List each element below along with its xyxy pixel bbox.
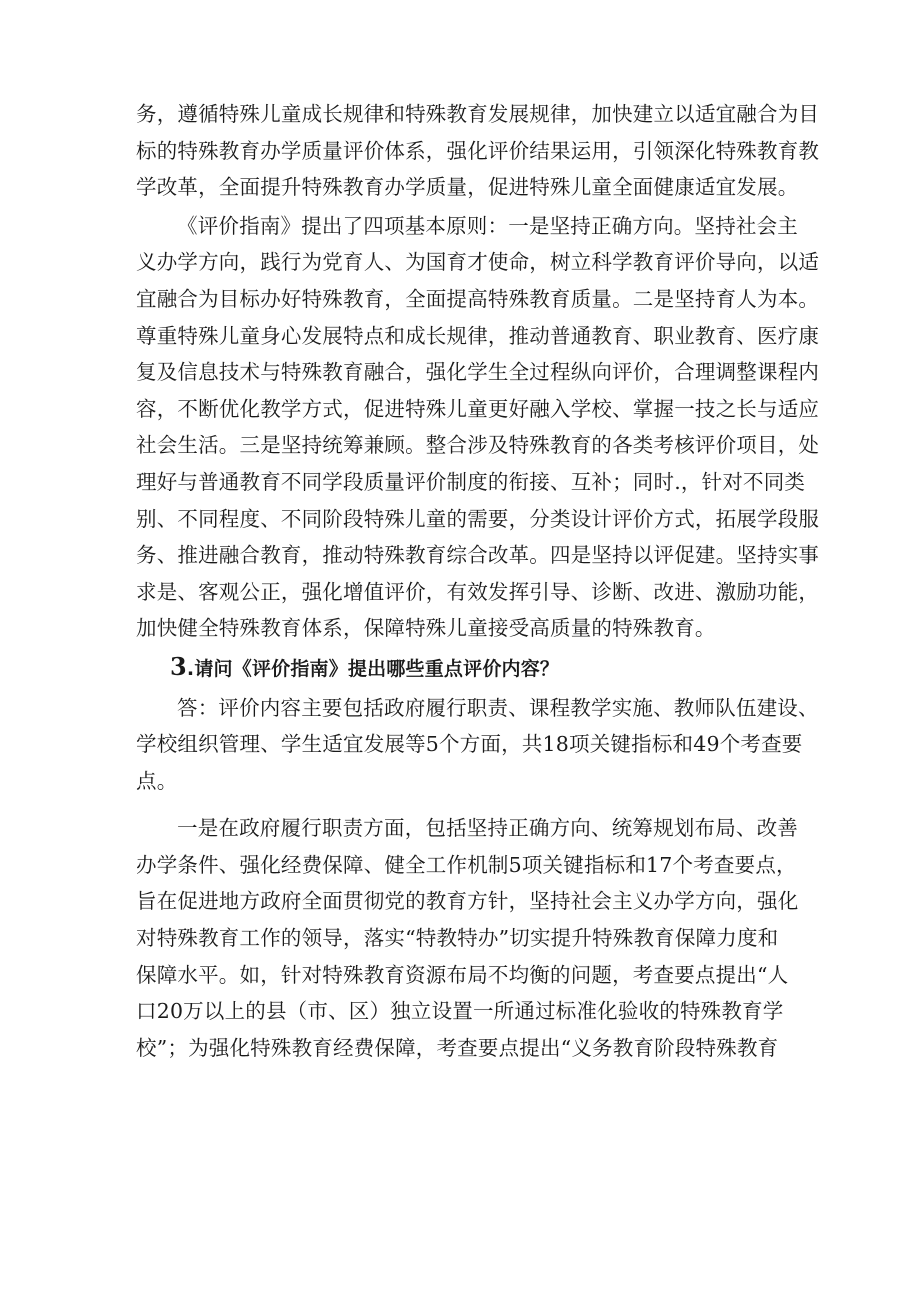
text-line: 容，不断优化教学方式，促进特殊儿童更好融入学校、掌握一技之长与适应: [136, 396, 820, 421]
paragraph-2: [136, 208, 820, 647]
text-line: 标的特殊教育办学质量评价体系，强化评价结果运用，引领深化特殊教育教: [136, 138, 820, 163]
answer-paragraph: [136, 690, 819, 800]
document-page: [136, 96, 820, 1066]
paragraph-1: [136, 96, 820, 206]
text-line: 保障水平。如，针对特殊教育资源布局不均衡的问题，考查要点提出“人: [136, 962, 789, 987]
text-line: 务，遵循特殊儿童成长规律和特殊教育发展规律，加快建立以适宜融合为目: [136, 102, 820, 126]
text-line: 求是、客观公正，强化增值评价，有效发挥引导、诊断、改进、激励功能，: [136, 579, 820, 604]
text-line: 口20万以上的县（市、区）独立设置一所通过标准化验收的特殊教育学: [136, 999, 784, 1024]
text-line: 加快健全特殊教育体系，保障特殊儿童接受高质量的特殊教育。: [136, 616, 716, 641]
text-line: 学改革，全面提升特殊教育办学质量，促进特殊儿童全面健康适宜发展。: [136, 175, 799, 200]
text-line: 宜融合为目标办好特殊教育，全面提高特殊教育质量。二是坚持育人为本。: [136, 286, 820, 311]
text-line: 尊重特殊儿童身心发展特点和成长规律，推动普通教育、职业教育、医疗康: [136, 323, 820, 348]
text-line: 答：评价内容主要包括政府履行职责、课程教学实施、教师队伍建设、: [177, 695, 819, 720]
text-line: 办学条件、强化经费保障、健全工作机制5项关键指标和17个考查要点，: [136, 852, 797, 877]
text-line: 务、推进融合教育，推动特殊教育综合改革。四是坚持以评促建。坚持实事: [136, 543, 820, 568]
text-line: 旨在促进地方政府全面贯彻党的教育方针，坚持社会主义办学方向，强化: [136, 889, 799, 914]
paragraph-4: [136, 810, 799, 1066]
question-text: .请问《评价指南》提出哪些重点评价内容？: [186, 657, 560, 680]
text-line: 复及信息技术与特殊教育融合，强化学生全过程纵向评价，合理调整课程内: [136, 360, 820, 385]
text-line: 别、不同程度、不同阶段特殊儿童的需要，分类设计评价方式，拓展学段服: [136, 506, 820, 531]
text-line: 校”；为强化特殊教育经费保障，考查要点提出“义务教育阶段特殊教育: [136, 1035, 779, 1060]
text-line: 《评价指南》提出了四项基本原则：一是坚持正确方向。坚持社会主: [177, 213, 798, 238]
text-line: 义办学方向，践行为党育人、为国育才使命，树立科学教育评价导向，以适: [136, 250, 820, 275]
text-line: 点。: [136, 768, 178, 793]
text-line: 理好与普通教育不同学段质量评价制度的衔接、互补；同时.，针对不同类: [136, 469, 806, 494]
question-number: 3: [170, 651, 187, 681]
question-heading: [136, 649, 784, 688]
text-line: 社会生活。三是坚持统筹兼顾。整合涉及特殊教育的各类考核评价项目，处: [136, 433, 820, 458]
text-line: 学校组织管理、学生适宜发展等5个方面，共18项关键指标和49个考查要: [136, 732, 803, 757]
text-line: 一是在政府履行职责方面，包括坚持正确方向、统筹规划布局、改善: [177, 816, 798, 841]
text-line: 对特殊教育工作的领导，落实“特教特办”切实提升特殊教育保障力度和: [136, 926, 779, 951]
